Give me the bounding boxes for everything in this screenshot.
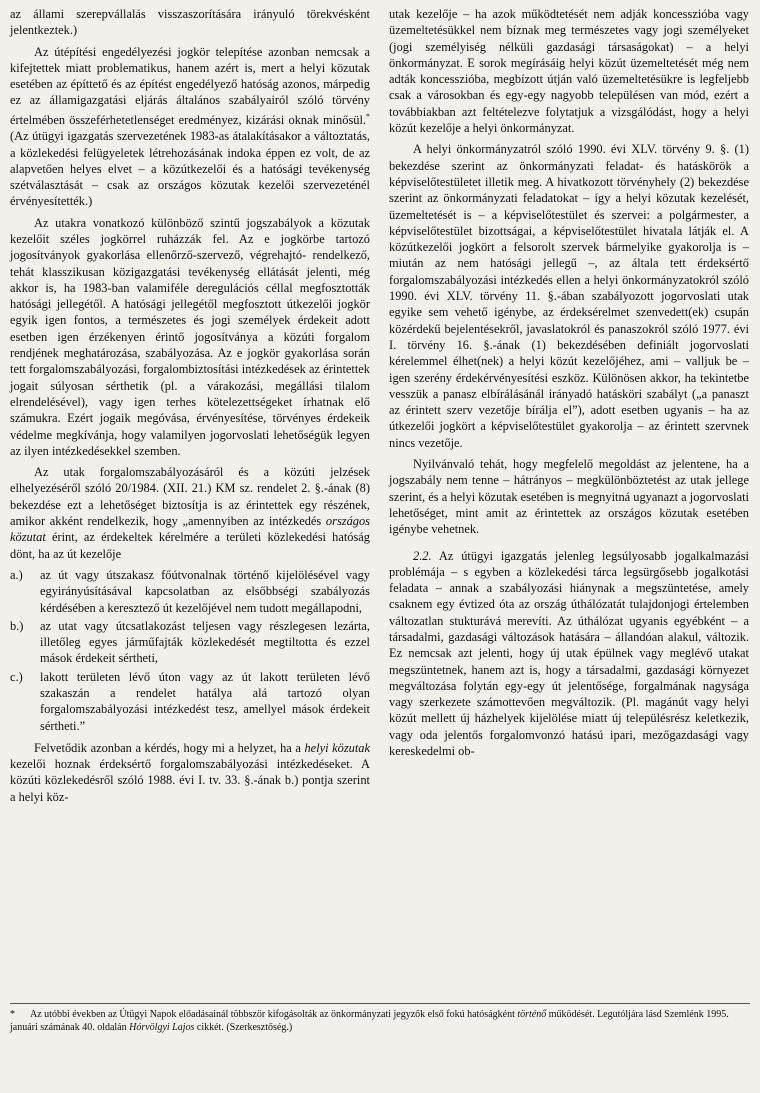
section-paragraph: [389, 548, 749, 760]
paragraph-text: Az útépítési engedélyezési jogkör telepítése azonban nemcsak a kifejtettek miatt problematikus, hanem azért is, mert a helyi közutak esetében az építtető és az építést engedélyező hatóság azonos, márpedig ez az államigazgatási eljárás általános szabályairól szóló törvény értelmében összeférhetetlenséget eredményez, kizárási oknak minősül.: [10, 44, 370, 127]
paragraph: Az utakra vonatkozó különböző szintű jogszabályok a közutak kezelőit széles jogkörrel ruházzák fel. Az e jogkörbe tartozó jogosítványok gyakorlása ellenőrző-szervező, végrehajtó- rendelkező, tehát klasszikusan közigazgatási tevékenység ellátását jelenti, még akkor is, ha 1983-ban valamiféle deregulációs céllal megfosztották hatósági jellegétől. A hatósági jellegétől megfosztott útkezelői jogkör egyik igen fontos, a természetes és jogi személyek érdekeit adott esetben igen érzékenyen érintő jogosítványa a közúti forgalom rendjének meghatározása, szabályozása. Az e jogkör gyakorlása során tett forgalomszabályozási, forgalombiztosítási intézkedések az érintettek jogait súlyosan sérthetik (pl. a várakozási, megállási tilalom elrendelésével), vagy igen terhes kötelezettségeket írhatnak elő számukra. Ezért jogaik megóvása, érvényesítése, törvényes érdekeik védelme megkívánja, hogy valamilyen jogorvoslati lehetőségük legyen az ilyen intézkedésekkel szemben.: [10, 215, 370, 458]
footnote-marker[interactable]: *: [366, 111, 370, 121]
footnote-text: Az utóbbi években az Útügyi Napok előadásainál többször kifogásolták az önkormányzati jegyzők első fokú hatóságként: [30, 1009, 518, 1020]
lettered-list: [10, 567, 370, 734]
paragraph: az állami szerepvállalás visszaszorítására irányuló törekvésként jelentkeztek.): [10, 7, 370, 38]
footnote-emphasis: történő: [517, 1009, 547, 1020]
list-item-text: az út vagy útszakasz főútvonalnak történő kijelölésével vagy egyirányúsításával kapcsolatban az elsőbbségi szabályozás kérdésében a keresztező út kezelőjével nem tudott megállapodni,: [40, 567, 370, 615]
paragraph-text: Az útügyi igazgatás jelenleg legsúlyosabb jogalkalmazási problémája – s egyben a közlekedési tárca legsürgősebb jogalkotási feladata – annak a szabályozási hiánynak a megszüntetése, amely csaknem egy évtized óta az ország úthálózatát tulajdonjogi értelemben változatlan stukturává merevíti. Az úthálózat ugyanis egyébként – a társadalmi, gazdasági változások hatására – állandóan alakul, változik. Ez nemcsak azt jelenti, hogy új utak épülnek vagy meglévő utakat megszüntetnek, hanem azt is, hogy a társadalmi, gazdasági környezet megváltozása folytán egy-egy út jelentősége, forgalmának nagysága vagy szerkezete számottevően megváltozik. (Pl. magánút vagy helyi közút mellett új házhelyek kijelölése miatt új településrész keletkezik, vagy oda jelentős forgalomvonzó hatású ipari, mezőgazdasági vagy kereskedelmi ob-: [389, 548, 749, 759]
paragraph-text: kezelői hoznak érdeksértő forgalomszabályozási intézkedéseket. A közúti közlekedésről szóló 1988. évi I. tv. 33. §.-ának b.) pontja szerint a helyi köz-: [10, 757, 370, 804]
section-number: 2.2.: [413, 548, 432, 563]
paragraph-text: Felvetődik azonban a kérdés, hogy mi a helyzet, ha a: [34, 740, 305, 755]
footnote-divider: [10, 1003, 750, 1004]
paragraph-text: Az utak forgalomszabályozásáról és a közúti jelzések elhelyezéséről szóló 20/1984. (XII. 21.) KM sz. rendelet 2. §.-ának (8) bekezdése ezt a lehetőséget biztosítja is az érintettek egy részének, amikor akként rendelkezik, hogy „amennyiben az intézkedés: [10, 465, 370, 529]
list-item: [10, 567, 370, 616]
footnote-star: *: [10, 1009, 15, 1020]
paragraph: [10, 464, 370, 562]
paragraph-text: (Az útügyi igazgatás szervezetének 1983-as átalakításakor a változtatás, a közlekedési felügyeletek létrehozásának indoka éppen ez volt, de az alapvetően helyes elvet – a közútkezelői és a hatósági tevékenység szétválasztását – csak az országos közutak kezelői szervezeténél érvényesítették.): [10, 129, 370, 209]
footnote-text: működését. Legutóljára lásd Szemlénk 1995. januári számának 40. oldalán: [10, 1009, 729, 1033]
paragraph: Nyilvánvaló tehát, hogy megfelelő megoldást az jelentene, ha a jogszabály nem tenne – hátrányos – megkülönböztetést az utak jellege szerint, és a helyi közutak esetében is megnyitná ugyanazt a jogorvoslati lehetőséget, mint amit az érintettek az országos közutak esetében igénybe vehetnek.: [389, 457, 749, 537]
footnote-text: cikkét. (Szerkesztőség.): [194, 1022, 293, 1033]
list-item: [10, 618, 370, 667]
footnote: [10, 1008, 755, 1034]
footnote-author: Hórvölgyi Lajos: [129, 1022, 195, 1033]
list-item-text: az utat vagy útcsatlakozást teljesen vagy részlegesen lezárta, illetőleg egyes járműfajták közlekedését megtiltotta és ezzel mások érdekeit sértheti,: [40, 618, 370, 666]
list-item-text: lakott területen lévő úton vagy az út lakott területen lévő szakaszán a rendelet hatálya alá tartozó olyan forgalomszabályozási intézkedést tesz, amellyel mások érdekeit sértheti.”: [40, 669, 370, 733]
list-marker: c.): [10, 669, 23, 684]
list-marker: b.): [10, 618, 24, 633]
paragraph: A helyi önkormányzatról szóló 1990. évi XLV. törvény 9. §. (1) bekezdése szerint az önkormányzati feladat- és hatáskörök a képviselőtestületet illetik meg. A hivatkozott törvényhely (2) bekezdése szerint az önkormányzati feladatokat – így a helyi közutak kezelését, üzemeltetését is – a képviselőtestület és szervei: a polgármester, a képviselőtestület bizottságai, a képviselőtestület hivatala látják el. A közútkezelői jogkört a felsorolt szervek bármelyike gyakorolja is – miután az nem hatósági jellegű –, az általa tett érdeksértő forgalomszabályozási intézkedés ellen a helyi önkormányzatokról szóló 1990. évi XLV. törvény 11. §.-ában szabályozott jogorvoslati utak egyike sem vehető igénybe, az érdeksérelmet szenvedett(ek) csupán közérdekű bejelentésekről, javaslatokról és panaszokról szóló 1977. évi I. törvény 16. §.-ának (1) bekezdésében definiált jogorvoslati kérelemmel élhet(nek) a helyi közút kezelőjéhez, ami – valljuk be – igen szerény érdekérvényesítési eszköz. Különösen akkor, ha tekintetbe vesszük a panasz elbírálásánál irányadó hatásköri szabályt („a panaszt az érintett szerv vezetője bírálja el”), adott esetben ugyanis – ha az útkezelői jogkört a képviselőtestület gyakorolja – az érintett szervnek nincs vezetője.: [389, 142, 749, 450]
right-column: [389, 6, 749, 764]
paragraph: [10, 44, 370, 210]
paragraph: utak kezelője – ha azok működtetését nem adják koncesszióba vagy üzemeltetésükkel nem bíznak meg természetes vagy jogi személyeket (jogi személyiség nélküli gazdasági társaságokat) – a helyi önkormányzat. E sorok megírásáig helyi közút üzemeltetését még nem adták koncesszióba, megbízott útján való üzemeltetésükre is legfeljebb csak a városokban és egy-egy nagyobb településen van mód, ezért a továbbiakban azt feltételezve folytatjuk a vizsgálódást, hogy a helyi közút kezelője a helyi önkormányzat.: [389, 7, 749, 136]
paragraph-text: érint, az érdekeltek kérelmére a területi közlekedési hatóság dönt, ha az út kezelője: [10, 530, 370, 561]
list-marker: a.): [10, 567, 23, 582]
emphasis-text: helyi közutak: [304, 740, 370, 755]
emphasis-text: országos közutat: [10, 514, 370, 545]
left-column: [10, 6, 370, 810]
list-item: [10, 669, 370, 734]
paragraph: [10, 740, 370, 805]
